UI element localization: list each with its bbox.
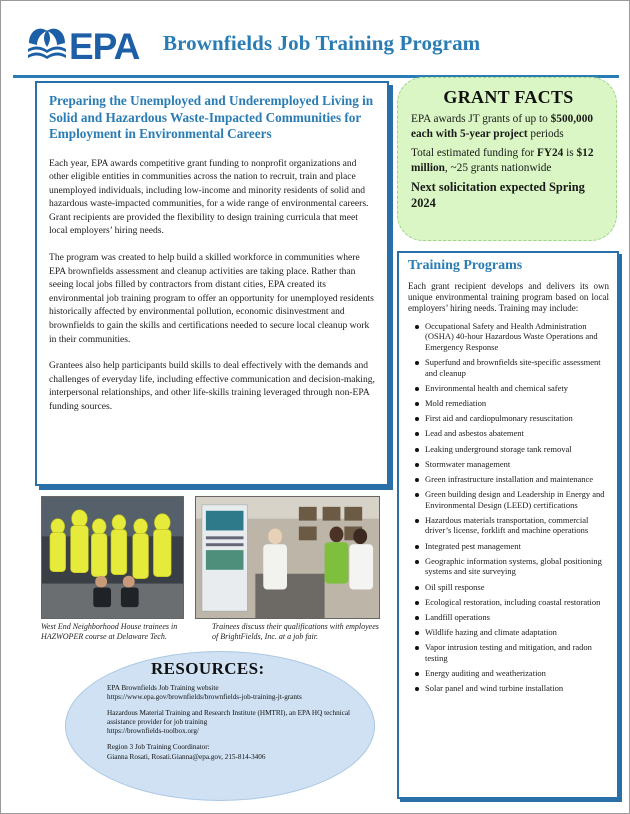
epa-logo-text: EPA bbox=[69, 26, 140, 65]
training-item: Geographic information systems, global positioning systems and site surveying bbox=[414, 556, 609, 577]
grant-fact-solicitation: Next solicitation expected Spring 2024 bbox=[411, 180, 585, 210]
training-item: Green building design and Leadership in Energy and Environmental Design (LEED) certifications bbox=[414, 489, 609, 510]
paragraph-3: Grantees also help participants build skills to deal effectively with the demands and challenges of everyday life, including effective communication and decision-making, interpersonal relationships, and other life-skills training leveraged through non-EPA funding sources. bbox=[49, 360, 375, 412]
epa-logo bbox=[25, 21, 143, 65]
grant-fact-award bbox=[411, 112, 606, 142]
resource-title: Hazardous Material Training and Research Institute (HMTRI), an EPA HQ technical assistance provider for job training bbox=[107, 709, 351, 727]
paragraph-1: Each year, EPA awards competitive grant funding to nonprofit organizations and other eligible entities in communities across the nation to recruit, train and place unemployed individuals, including low-income and minority residents of solid and hazardous waste-impacted communities, for a wide range of environmental careers. Grant recipients are provided the flexibility to design training curricula that meet local employers’ hiring needs. bbox=[49, 157, 369, 237]
training-item: Energy auditing and weatherization bbox=[414, 668, 609, 679]
resource-jt-website bbox=[107, 684, 365, 702]
hazwoper-trainees-photo bbox=[41, 496, 184, 619]
training-item: Superfund and brownfields site-specific assessment and cleanup bbox=[414, 357, 609, 378]
resource-link[interactable]: https://www.epa.gov/brownfields/brownfields-job-training-jt-grants bbox=[107, 693, 302, 702]
grant-fact-award-suffix: periods bbox=[527, 128, 564, 140]
resource-link[interactable]: https://brownfields-toolbox.org/ bbox=[107, 727, 199, 736]
resource-title: Region 3 Job Training Coordinator: bbox=[107, 743, 210, 752]
training-item: Hazardous materials transportation, commercial driver’s license, forklift and machine operations bbox=[414, 515, 609, 536]
grant-fact-funding-fy: FY24 bbox=[536, 147, 564, 159]
training-item: First aid and cardiopulmonary resuscitation bbox=[414, 413, 609, 424]
training-list bbox=[408, 321, 609, 694]
job-fair-photo bbox=[195, 496, 380, 619]
epa-flower-icon bbox=[28, 29, 66, 59]
main-article-box bbox=[35, 81, 389, 486]
resources-heading: RESOURCES: bbox=[151, 659, 265, 678]
training-item: Vapor intrusion testing and mitigation, and radon testing bbox=[414, 642, 609, 663]
training-item: Leaking underground storage tank removal bbox=[414, 444, 609, 455]
resources-list bbox=[107, 684, 365, 769]
grant-fact-award-amount: $500,000 each with 5-year project bbox=[411, 113, 594, 140]
training-item: Environmental health and chemical safety bbox=[414, 383, 609, 394]
training-item: Lead and asbestos abatement bbox=[414, 428, 609, 439]
grant-facts-heading: GRANT FACTS bbox=[443, 87, 574, 107]
training-item: Green infrastructure installation and maintenance bbox=[414, 474, 609, 485]
training-item: Mold remediation bbox=[414, 398, 609, 409]
training-item: Ecological restoration, including coastal restoration bbox=[414, 597, 609, 608]
photo-caption-1: West End Neighborhood House trainees in HAZWOPER course at Delaware Tech. bbox=[41, 622, 178, 641]
resource-title: EPA Brownfields Job Training website bbox=[107, 684, 219, 692]
grant-fact-award-prefix: EPA awards JT grants of up to bbox=[411, 113, 551, 125]
grant-fact-funding-mid: is bbox=[563, 147, 577, 159]
resource-coordinator bbox=[107, 743, 365, 761]
main-heading: Preparing the Unemployed and Underemployed Living in Solid and Hazardous Waste-Impacted Communities for Employment in Environmental Careers bbox=[49, 93, 374, 141]
grant-facts-box bbox=[397, 77, 617, 241]
grant-fact-funding-total: $12 million bbox=[411, 147, 594, 174]
paragraph-2: The program was created to help build a skilled workforce in communities where EPA brownfields assessment and cleanup activities are taking place. Rather than seeing local jobs filled by contractors from distant cities, EPA created its environmental job training program to offer an opportunity for unemployed residents historically affected by environmental pollution, economic disinvestment and brownfields to gain the skills and certifications needed to secure local cleanup work in their communities. bbox=[49, 252, 374, 345]
resource-hmtri bbox=[107, 709, 365, 736]
training-heading: Training Programs bbox=[408, 258, 523, 273]
training-item: Landfill operations bbox=[414, 612, 609, 623]
training-item: Wildlife hazing and climate adaptation bbox=[414, 627, 609, 638]
photo-caption-2: Trainees discuss their qualifications with employees of BrightFields, Inc. at a job fair. bbox=[212, 622, 379, 641]
training-item: Solar panel and wind turbine installation bbox=[414, 683, 609, 694]
grant-fact-funding bbox=[411, 146, 606, 176]
training-item: Stormwater management bbox=[414, 459, 609, 470]
grant-fact-funding-suffix: , ~25 grants nationwide bbox=[444, 162, 552, 174]
training-item: Occupational Safety and Health Administration (OSHA) 40-hour Hazardous Waste Operations and Emergency Response bbox=[414, 321, 609, 353]
resource-contact[interactable]: Gianna Rosati, Rosati.Gianna@epa.gov, 215-814-3406 bbox=[107, 752, 266, 761]
training-intro: Each grant recipient develops and delivers its own unique environmental training program based on local employers’ hiring needs. Training may include: bbox=[408, 281, 609, 314]
training-item: Oil spill response bbox=[414, 582, 609, 593]
training-item: Integrated pest management bbox=[414, 541, 609, 552]
page-title: Brownfields Job Training Program bbox=[163, 31, 481, 55]
grant-fact-funding-prefix: Total estimated funding for bbox=[411, 147, 537, 159]
training-programs-box bbox=[397, 251, 619, 799]
